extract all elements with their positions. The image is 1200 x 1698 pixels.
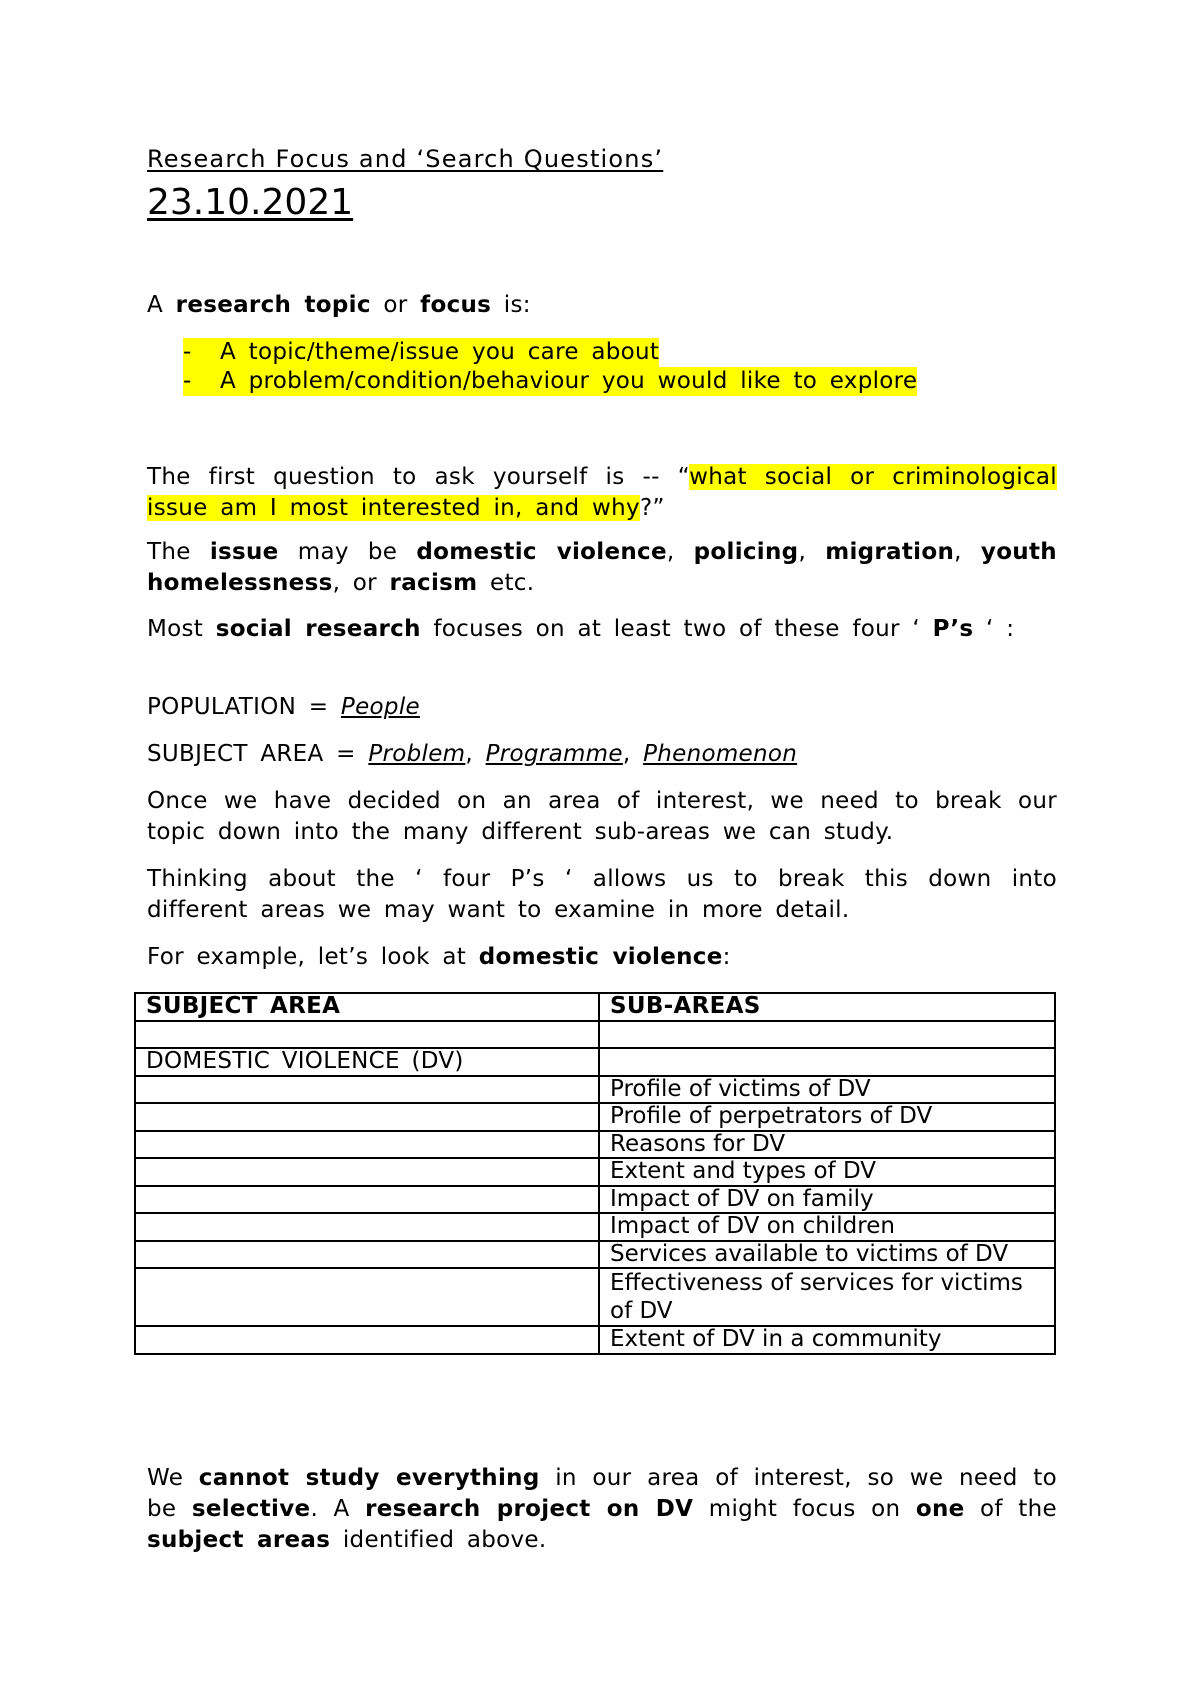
table-row (135, 1186, 1055, 1214)
bullet-item: - A topic/theme/issue you care about (183, 339, 660, 365)
table-row (135, 1241, 1055, 1269)
table-row (135, 1131, 1055, 1159)
document-date: 23.10.2021 (147, 182, 354, 223)
subject-area-cell: DOMESTIC VIOLENCE (DV) (135, 1048, 599, 1076)
four-ps-paragraph: Most social research focuses on at least two of these four ‘ P’s ‘ : (147, 616, 1015, 642)
table-header-cell: SUB-AREAS (599, 993, 1055, 1021)
bullet-item: - A problem/condition/behaviour you would like to explore (183, 368, 918, 394)
thinking-paragraph: Thinking about the ‘ four P’s ‘ allows us to break this down into different areas we may want to examine in more detail. (147, 866, 1057, 923)
table-row (135, 1158, 1055, 1186)
conclusion-paragraph: We cannot study everything in our area of interest, so we need to be selective. A research project on DV might focus on one of the subject areas identified above. (147, 1465, 1057, 1553)
example-line: For example, let’s look at domestic violence: (147, 944, 731, 970)
break-down-paragraph: Once we have decided on an area of interest, we need to break our topic down into the many different sub-areas we can study. (147, 788, 1057, 845)
highlighted-question: what social or criminological issue am I most interested in, and why (147, 464, 1057, 521)
document-title: Research Focus and ‘Search Questions’ (147, 145, 664, 173)
sub-area-cell: Effectiveness of services for victims of DV (599, 1268, 1055, 1326)
table-row (135, 1021, 1055, 1049)
sub-areas-table (134, 992, 1056, 1355)
table-row (135, 1326, 1055, 1354)
first-question-paragraph: The first question to ask yourself is -- “what social or criminological issue am I most interested in, and why?” (147, 464, 1057, 521)
table-row (135, 1268, 1055, 1326)
table-header-cell: SUBJECT AREA (135, 993, 599, 1021)
table-row (135, 1076, 1055, 1104)
definition-line: A research topic or focus is: (147, 292, 531, 318)
sub-area-cell: Profile of victims of DV (599, 1076, 1055, 1104)
table-header-row (135, 993, 1055, 1021)
table-row (135, 1048, 1055, 1076)
sub-area-cell: Extent and types of DV (599, 1158, 1055, 1186)
population-line: POPULATION = People (147, 694, 420, 720)
subject-area-line: SUBJECT AREA = Problem, Programme, Phenomenon (147, 741, 798, 767)
issue-paragraph: The issue may be domestic violence, policing, migration, youth homelessness, or racism etc. (147, 539, 1057, 596)
sub-area-cell: Extent of DV in a community (599, 1326, 1055, 1354)
sub-area-cell: Impact of DV on children (599, 1213, 1055, 1241)
table-row (135, 1213, 1055, 1241)
sub-area-cell: Impact of DV on family (599, 1186, 1055, 1214)
sub-area-cell: Profile of perpetrators of DV (599, 1103, 1055, 1131)
sub-area-cell: Services available to victims of DV (599, 1241, 1055, 1269)
table-row (135, 1103, 1055, 1131)
sub-area-cell: Reasons for DV (599, 1131, 1055, 1159)
